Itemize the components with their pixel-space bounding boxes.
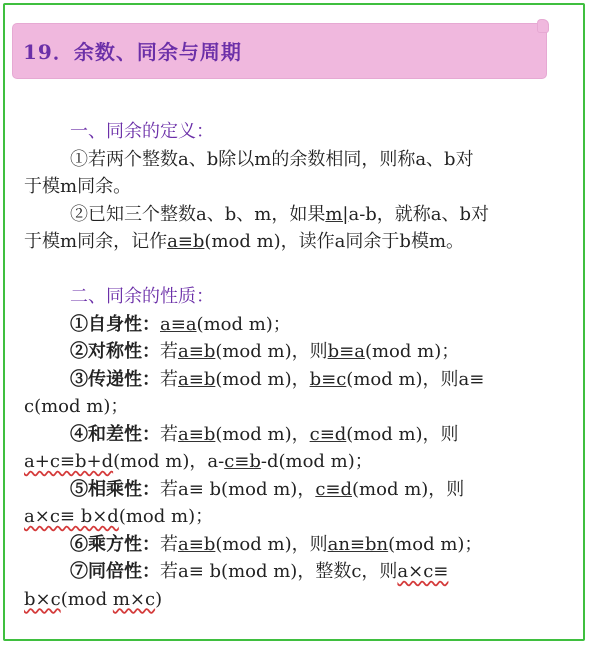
property-symmetric: ②对称性：若a≡b(mod m)，则b≡a(mod m)； <box>70 341 460 362</box>
definition-1-line-2: 于模m同余。 <box>24 176 132 197</box>
definition-1-line-1: ①若两个整数a、b除以m的余数相同，则称a、b对 <box>70 148 474 170</box>
property-sum-difference: ④和差性：若a≡b(mod m)，c≡d(mod m)，则 <box>70 423 459 445</box>
property-power: ⑥乘方性：若a≡b(mod m)，则an≡bn(mod m)； <box>70 533 483 555</box>
page-title: 19．余数、同余与周期 <box>23 40 242 64</box>
definition-2-line-2: 于模m同余，记作a≡b(mod m)，读作a同余于b模m。 <box>24 231 465 252</box>
property-multiplication-line-2: a×c≡ b×d(mod m)； <box>24 506 214 527</box>
definition-2-line-1: ②已知三个整数a、b、m，如果m|a-b，就称a、b对 <box>70 203 490 225</box>
property-transitive: ③传递性：若a≡b(mod m)，b≡c(mod m)，则a≡ <box>70 368 485 390</box>
property-reflexive: ①自身性：a≡a(mod m)； <box>70 313 291 335</box>
blank-line <box>24 256 572 284</box>
content-body <box>24 118 572 613</box>
property-scaling-line-2: b×c(mod m×c) <box>24 588 163 610</box>
property-scaling: ⑦同倍性：若a≡ b(mod m)，整数c，则a×c≡ <box>70 561 449 582</box>
property-sum-difference-line-2: a+c≡b+d(mod m)，a-c≡b-d(mod m)； <box>24 451 373 472</box>
property-transitive-line-2: c(mod m)； <box>24 396 129 417</box>
section-heading-definition: 一、同余的定义： <box>70 121 214 142</box>
banner-curl <box>538 20 548 32</box>
section-heading-properties: 二、同余的性质： <box>70 286 214 307</box>
property-multiplication: ⑤相乘性：若a≡ b(mod m)，c≡d(mod m)，则 <box>70 478 465 500</box>
